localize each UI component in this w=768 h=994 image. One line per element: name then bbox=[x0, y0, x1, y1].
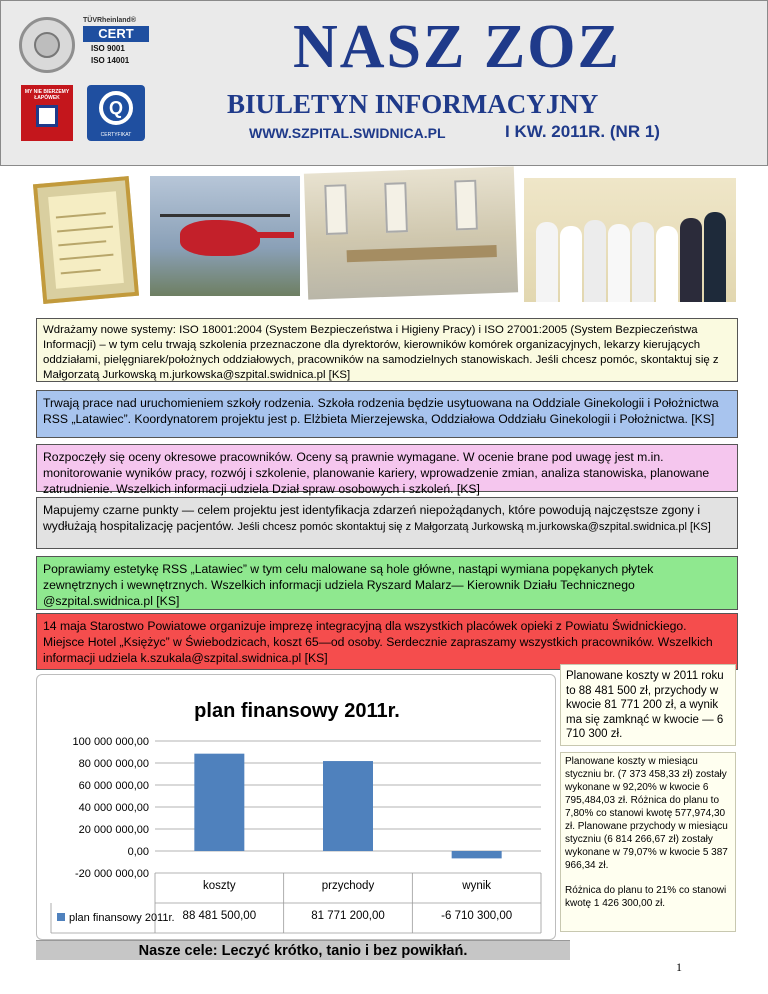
financial-plan-chart bbox=[36, 674, 556, 940]
y-tick-label: 100 000 000,00 bbox=[72, 736, 149, 748]
tuv-seal-logo bbox=[19, 17, 75, 73]
award-diploma-photo bbox=[33, 176, 139, 304]
meeting-room-photo bbox=[304, 166, 518, 299]
notice-birth-school bbox=[36, 390, 738, 438]
january-execution-text: Planowane koszty w miesiącu styczniu br. (7 373 458,33 zł) zostały wykonane w 92,20% w kwocie 6 795,484,03 zł. Różnica do planu to 7,80% co stanowi kwotę 577,974,30 zł. Planowane przychody w miesiącu styczniu (6 814 266,67 zł) zostały wykonane w 79,07% w kwocie 5 387 966,34 zł. bbox=[565, 756, 728, 871]
motto-text: Nasze cele: Leczyć krótko, tanio i bez powikłań. bbox=[138, 943, 468, 959]
notice-integration-party bbox=[36, 613, 738, 670]
iso-14001-label: ISO 14001 bbox=[91, 56, 130, 65]
no-bribes-text: MY NIE BIERZEMY ŁAPÓWEK bbox=[24, 89, 70, 101]
notice-text: Poprawiamy estetykę RSS „Latawiec” w tym celu malowane są hole główne, nastąpi wymiana popękanych płytek zewnętrznych i wewnętrznych. Wszelkich informacji udziela Ryszard Malarz— Kierownik Działu Technicznego @szpital.swidnica.pl [KS] bbox=[43, 562, 654, 608]
y-tick-label: -20 000 000,00 bbox=[74, 868, 149, 880]
y-tick-label: 0,00 bbox=[127, 846, 149, 858]
no-bribes-logo bbox=[21, 85, 73, 141]
newsletter-subtitle: BIULETYN INFORMACYJNY bbox=[227, 89, 599, 119]
plan-summary-note bbox=[560, 664, 736, 746]
plan-summary-text: Planowane koszty w 2011 roku to 88 481 500 zł, przychody w kwocie 81 771 200 zł, a wynik ma się zamknąć w kwocie — 6 710 300 zł. bbox=[566, 670, 724, 740]
motto-bar bbox=[36, 940, 570, 960]
page-number: 1 bbox=[676, 960, 682, 974]
tuv-brand: TÜVRheinland® bbox=[83, 17, 136, 24]
chart-svg bbox=[37, 675, 557, 941]
y-tick-label: 80 000 000,00 bbox=[78, 758, 149, 770]
notice-text: 14 maja Starostwo Powiatowe organizuje imprezę integracyjną dla wszystkich placówek opieki z Powiatu Świdnickiego. Miejsce Hotel „Księżyc” w Świebodzicach, koszt 65—od osoby. Serdecznie zapraszamy wszystkich pracowników. Wszelkich informacji udziela k.szukala@szpital.swidnica.pl [KS] bbox=[43, 619, 713, 665]
notice-text: Mapujemy czarne punkty — celem projektu jest identyfikacja zdarzeń niepożądanych, które powodują najczęstsze zgony i wydłużają hospitalizację pacjentów. bbox=[43, 503, 701, 533]
newsletter-title: NASZ ZOZ bbox=[293, 13, 621, 81]
iso-9001-label: ISO 9001 bbox=[91, 44, 125, 53]
tuv-cert-logo bbox=[83, 17, 149, 79]
notice-contact: Jeśli chcesz pomóc skontaktuj się z Małgorzatą Jurkowską m.jurkowska@szpital.swidnica.pl [KS] bbox=[237, 521, 711, 533]
cert-label: CERT bbox=[83, 26, 149, 42]
category-label: przychody bbox=[321, 880, 375, 892]
chart-title: plan finansowy 2011r. bbox=[194, 700, 400, 722]
revenue-difference-text: Różnica do planu to 21% co stanowi kwotę 1 426 300,00 zł. bbox=[565, 885, 727, 909]
legend-swatch bbox=[57, 913, 65, 921]
category-label: wynik bbox=[462, 880, 492, 892]
notice-black-spots bbox=[36, 497, 738, 549]
bar-przychody bbox=[323, 761, 373, 851]
website-link[interactable]: WWW.SZPITAL.SWIDNICA.PL bbox=[249, 125, 446, 141]
y-tick-label: 40 000 000,00 bbox=[78, 802, 149, 814]
notice-text: Wdrażamy nowe systemy: ISO 18001:2004 (System Bezpieczeństwa i Higieny Pracy) i ISO 27001:2005 (System Bezpieczeństwa Informacji) – w tym celu trwają szkolenia przeznaczone dla dyrektorów, kierowników komórek organizacyjnych, lekarzy kierujących oddziałami, pielęgniarek/położnych oddziałowych, pracowników na samodzielnych stanowiskach. Jeśli chcesz pomóc, skontaktuj się z Małgorzatą Jurkowską m.jurkowska@szpital.swidnica.pl [KS] bbox=[43, 324, 719, 381]
issue-number: I KW. 2011R. (NR 1) bbox=[505, 122, 660, 141]
staff-group-photo bbox=[524, 178, 736, 302]
y-tick-label: 60 000 000,00 bbox=[78, 780, 149, 792]
quality-logo-caption: CERTYFIKAT bbox=[100, 132, 132, 138]
bar-wynik bbox=[452, 851, 502, 858]
notice-employee-evaluations bbox=[36, 444, 738, 496]
january-execution-note bbox=[560, 752, 736, 932]
value-label: 81 771 200,00 bbox=[311, 910, 385, 922]
notice-aesthetics bbox=[36, 556, 738, 610]
notice-iso-systems bbox=[36, 318, 738, 382]
value-label: 88 481 500,00 bbox=[182, 910, 257, 922]
legend-label: plan finansowy 2011r. bbox=[69, 912, 175, 924]
masthead bbox=[0, 0, 768, 166]
quality-certificate-logo: Q CERTYFIKAT bbox=[87, 85, 145, 141]
notice-text: Rozpoczęły się oceny okresowe pracowników. Oceny są prawnie wymagane. W ocenie brane pod uwagę jest m.in. monitorowanie wyników pracy, rozwój i szkolenie, planowanie kariery, wprowadzenie zmian, analiza stanowiska, planowane zatrudnienie. Wszelkich informacji udziela Dział spraw osobowych i szkoleń. [KS] bbox=[43, 450, 710, 496]
value-label: -6 710 300,00 bbox=[441, 910, 513, 922]
notice-text: Trwają prace nad uruchomieniem szkoły rodzenia. Szkoła rodzenia będzie usytuowana na Oddziale Ginekologii i Położnictwa RSS „Latawiec”. Koordynatorem projektu jest p. Elżbieta Mierzejewska, Oddziałowa Oddziału Ginekologii i Położnictwa. [KS] bbox=[43, 396, 719, 426]
helicopter-photo bbox=[150, 176, 300, 296]
category-label: koszty bbox=[203, 880, 236, 892]
bar-koszty bbox=[194, 754, 244, 851]
y-tick-label: 20 000 000,00 bbox=[78, 824, 149, 836]
